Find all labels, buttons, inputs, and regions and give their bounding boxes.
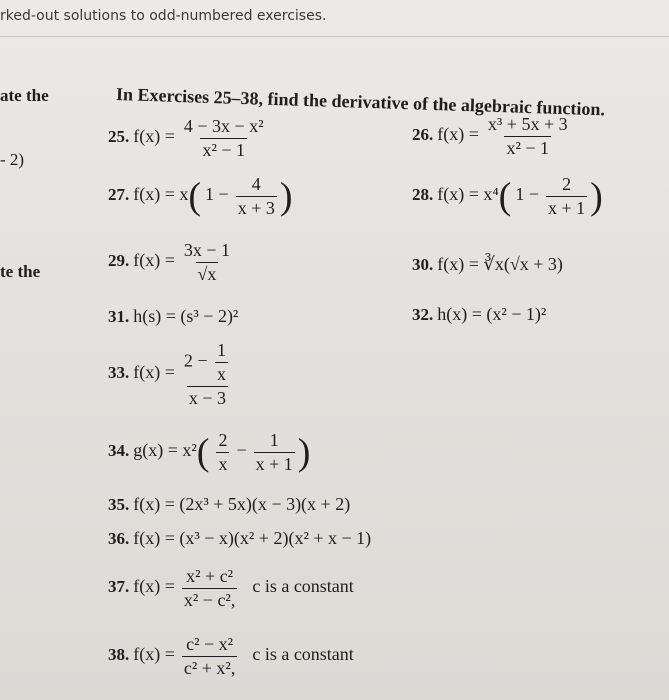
exercise-number: 26.: [412, 125, 434, 145]
exercise-34: [108, 430, 310, 475]
exercise-number: 28.: [412, 185, 434, 205]
denominator: c² + x²,: [183, 658, 236, 678]
numerator: 2: [218, 430, 228, 450]
exercise-lhs: f(x) = x⁴: [437, 184, 499, 205]
exercise-number: 34.: [108, 441, 130, 461]
exercise-lhs: f(x) = x: [133, 184, 189, 205]
exercise-27: [108, 174, 293, 219]
exercise-expression: f(x) = ∛x(√x + 3): [437, 254, 563, 274]
constant-note: c is a constant: [252, 576, 354, 597]
denominator: x + 3: [237, 198, 275, 218]
numerator-prefix: 2 −: [183, 350, 208, 371]
exercise-lhs: f(x) =: [437, 124, 479, 145]
exercise-lhs: f(x) =: [133, 250, 175, 271]
fraction: [236, 174, 277, 219]
exercise-expression: h(x) = (x² − 1)²: [437, 304, 547, 324]
exercise-number: 32.: [412, 305, 434, 324]
fraction-2: [254, 430, 295, 475]
fraction: [486, 114, 570, 159]
numerator: x² + c²: [186, 566, 234, 586]
exercise-number: 33.: [108, 363, 130, 383]
left-paren: (: [188, 175, 202, 218]
exercise-33: [108, 340, 236, 409]
exercise-37: [108, 566, 354, 611]
exercise-lhs: f(x) =: [133, 362, 175, 383]
inner-fraction: [215, 340, 228, 385]
denominator: x + 1: [547, 198, 586, 218]
exercise-30: [412, 254, 563, 275]
exercise-number: 37.: [108, 577, 130, 597]
exercise-number: 30.: [412, 255, 434, 274]
right-paren: ): [590, 175, 603, 218]
exercise-expression: f(x) = (x³ − x)(x² + 2)(x² + x − 1): [133, 528, 372, 548]
numerator: 4 − 3x − x²: [183, 116, 264, 136]
exercise-heading: In Exercises 25–38, find the derivative of the algebraic function.: [115, 84, 606, 120]
compound-fraction: [182, 340, 233, 409]
margin-text-minus-2: - 2): [0, 150, 25, 169]
inner-denominator: x: [217, 364, 227, 384]
exercise-38: [108, 634, 354, 679]
numerator: [182, 340, 233, 386]
left-paren: (: [498, 175, 512, 218]
inner-numerator: 1: [217, 340, 227, 360]
exercise-31: [108, 306, 238, 327]
numerator: 3x − 1: [183, 240, 231, 260]
exercise-29: [108, 240, 235, 285]
exercise-number: 29.: [108, 251, 130, 271]
expression-prefix: 1 −: [205, 184, 229, 205]
numerator: x³ + 5x + 3: [487, 114, 568, 134]
exercise-number: 25.: [108, 127, 130, 147]
exercise-number: 27.: [108, 185, 130, 205]
exercise-25: [108, 116, 269, 161]
fraction-1: [216, 430, 229, 475]
exercise-expression: f(x) = (2x³ + 5x)(x − 3)(x + 2): [133, 494, 351, 514]
denominator: √x: [197, 264, 217, 284]
exercise-number: 36.: [108, 529, 130, 548]
fraction: [546, 174, 587, 219]
right-paren: ): [279, 175, 293, 218]
exercise-number: 35.: [108, 495, 130, 514]
exercise-lhs: f(x) =: [133, 576, 175, 597]
exercise-expression: h(s) = (s³ − 2)²: [133, 306, 239, 326]
left-paren: (: [196, 431, 210, 474]
header-note: rked-out solutions to odd-numbered exercises.: [0, 8, 327, 24]
expression-prefix: 1 −: [515, 184, 539, 205]
margin-text-ate-the: ate the: [0, 86, 49, 105]
exercise-lhs: g(x) = x²: [133, 440, 197, 461]
denominator: x + 1: [255, 454, 293, 474]
exercise-26: [412, 114, 573, 159]
denominator: x − 3: [188, 388, 227, 408]
exercise-number: 31.: [108, 307, 130, 326]
numerator: 2: [562, 174, 572, 194]
exercise-32: [412, 304, 546, 325]
exercise-28: [412, 174, 603, 219]
fraction: [182, 240, 232, 285]
divider: [0, 36, 669, 37]
exercise-number: 38.: [108, 645, 130, 665]
exercise-lhs: f(x) =: [133, 126, 175, 147]
constant-note: c is a constant: [252, 644, 354, 665]
denominator: x² − 1: [506, 138, 550, 158]
exercise-lhs: f(x) =: [133, 644, 175, 665]
margin-text-te-the: te the: [0, 262, 41, 281]
fraction: [182, 566, 237, 611]
denominator: x: [218, 454, 228, 474]
exercise-35: [108, 494, 350, 515]
minus-sign: −: [236, 440, 247, 461]
fraction: [182, 116, 266, 161]
numerator: 1: [269, 430, 279, 450]
denominator: x² − c²,: [183, 590, 236, 610]
right-paren: ): [297, 431, 311, 474]
numerator: c² − x²: [186, 634, 234, 654]
fraction: [182, 634, 237, 679]
denominator: x² − 1: [202, 140, 246, 160]
exercise-36: [108, 528, 371, 549]
numerator: 4: [251, 174, 261, 194]
